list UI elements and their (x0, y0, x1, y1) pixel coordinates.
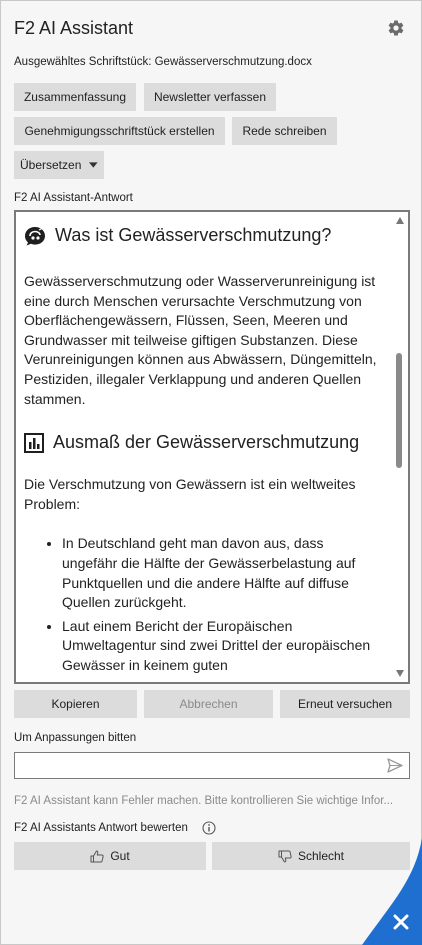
response-label: F2 AI Assistant-Antwort (14, 192, 133, 204)
disclaimer-text: F2 AI Assistant kann Fehler machen. Bitte kontrollieren Sie wichtige Infor... (14, 795, 394, 807)
refine-label: Um Anpassungen bitten (14, 732, 137, 744)
heading-2-text: Ausmaß der Gewässerverschmutzung (53, 432, 360, 453)
translate-label: Übersetzen (20, 158, 82, 172)
selected-document: Ausgewähltes Schriftstück: Gewässerverschmutzung.docx (14, 56, 312, 68)
info-icon[interactable] (202, 821, 216, 835)
bar-chart-icon (24, 433, 44, 453)
summary-button[interactable]: Zusammenfassung (14, 83, 136, 111)
bad-button[interactable] (212, 842, 410, 870)
gear-icon[interactable] (387, 19, 405, 37)
newsletter-button[interactable]: Newsletter verfassen (144, 83, 276, 111)
send-icon[interactable] (387, 758, 403, 773)
paragraph-2: Die Verschmutzung von Gewässern ist ein weltweites Problem: (24, 476, 356, 512)
copy-button[interactable]: Kopieren (14, 690, 137, 718)
speech-button[interactable]: Rede schreiben (232, 117, 337, 145)
feedback-label: F2 AI Assistants Antwort bewerten (14, 822, 188, 834)
panel-title: F2 AI Assistant (14, 18, 134, 38)
response-content (24, 212, 380, 680)
bad-label: Schlecht (297, 849, 345, 863)
list-item: • In Deutschland geht man davon aus, dass ungefähr die Hälfte der Gewässerbelastung auf Punktquellen und die andere Hälfte auf diffuse Quellen zurückgeht. (62, 534, 380, 612)
heading-1-text: Was ist Gewässerverschmutzung? (55, 225, 332, 246)
close-icon[interactable] (392, 913, 410, 931)
good-button[interactable] (14, 842, 206, 870)
refine-input[interactable] (15, 753, 387, 778)
response-bullet-list (24, 534, 380, 675)
approval-document-button[interactable]: Genehmigungsschriftstück erstellen (14, 117, 225, 145)
list-item: • Laut einem Bericht der Europäischen Umweltagentur sind zwei Drittel der europäischen Gewässer in keinem guten (62, 617, 380, 676)
response-heading-2 (24, 433, 380, 453)
good-label: Gut (110, 849, 130, 863)
paragraph-1: Gewässerverschmutzung oder Wasserverunreinigung ist eine durch Menschen verursachte Verschmutzung von Oberflächengewässern, Flüssen, Seen, Meeren und Grundwasser mit teilweise giftigen Substanzen. Diese Verunreinigungen können aus Abwässern, Düngemitteln, Pestiziden, illegaler Verklappung und anderen Quellen stammen. (24, 273, 377, 407)
scroll-up-arrow[interactable] (396, 217, 404, 224)
speech-bubble-icon (24, 226, 46, 246)
chevron-down-icon (89, 162, 98, 168)
translate-dropdown[interactable] (14, 151, 104, 179)
scrollbar-thumb[interactable] (396, 353, 402, 468)
thumbs-up-icon (90, 850, 104, 863)
cancel-button[interactable]: Abbrechen (144, 690, 273, 718)
response-area[interactable] (14, 210, 410, 684)
response-heading-1 (24, 226, 380, 246)
refine-input-box (14, 752, 410, 779)
scroll-down-arrow[interactable] (396, 670, 404, 677)
thumbs-down-icon (278, 850, 292, 863)
retry-button[interactable]: Erneut versuchen (280, 690, 410, 718)
